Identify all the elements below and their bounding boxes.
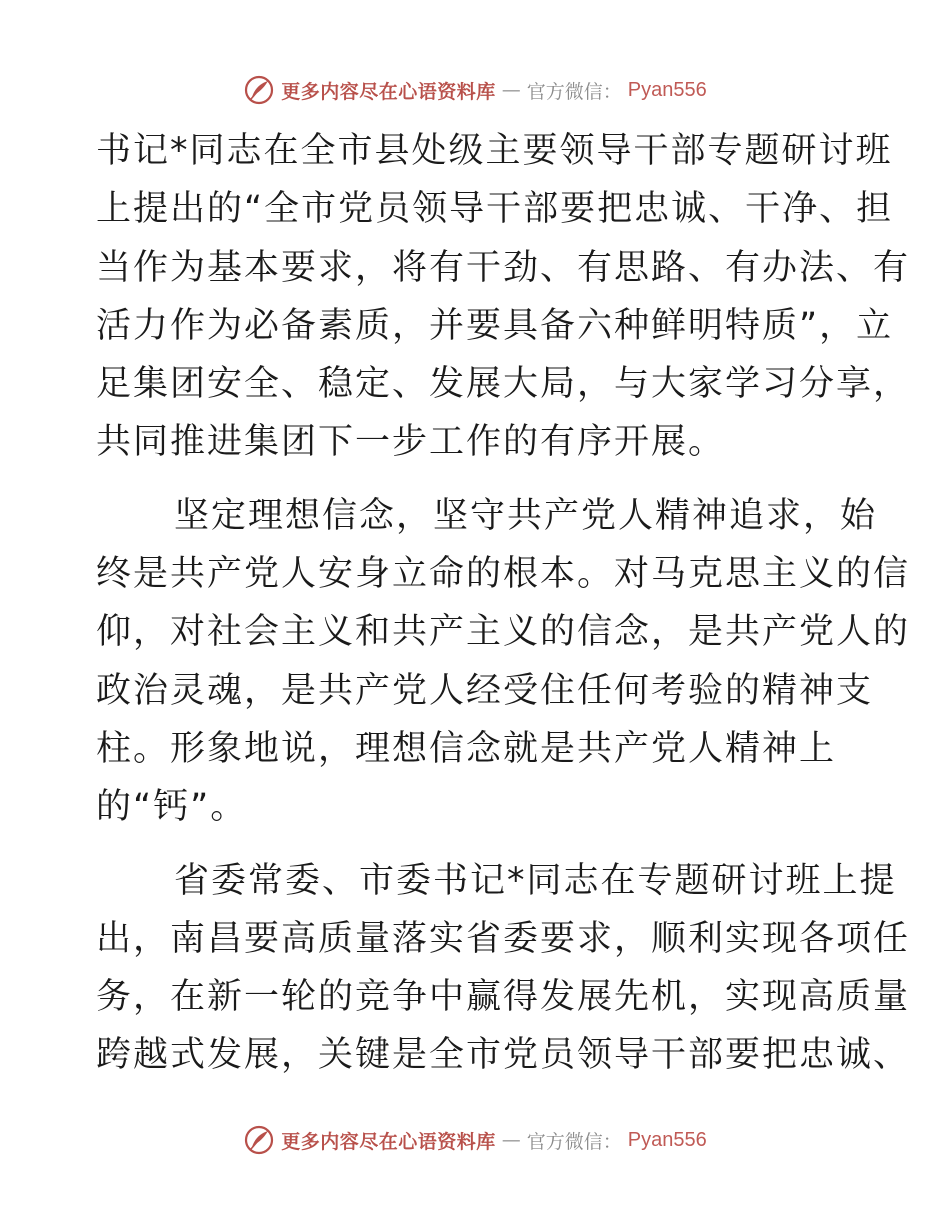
- text-line: 上提出的“全市党员领导干部要把忠诚、干净、担: [96, 189, 894, 230]
- text-line: 政治灵魂，是共产党人经受住任何考验的精神支: [96, 670, 874, 711]
- watermark-text: 更多内容尽在心语资料库: [281, 80, 496, 103]
- watermark-wechat-id: Pyan556: [627, 1128, 707, 1151]
- paragraph: [96, 487, 911, 837]
- document-body: [96, 122, 911, 1085]
- paragraph: [96, 852, 911, 1085]
- text-line: 书记*同志在全市县处级主要领导干部专题研讨班: [96, 131, 893, 171]
- paragraph: [96, 122, 911, 472]
- text-line: 活力作为必备素质，并要具备六种鲜明特质”，立: [96, 305, 894, 346]
- text-line: 柱。形象地说，理想信念就是共产党人精神上: [96, 728, 837, 769]
- watermark-wechat-id: Pyan556: [627, 78, 707, 101]
- watermark-dash: —: [501, 79, 521, 101]
- text-line: 跨越式发展，关键是全市党员领导干部要把忠诚、: [96, 1035, 911, 1076]
- watermark-side-label: 官方微信：: [526, 1130, 622, 1153]
- text-line: 共同推进集团下一步工作的有序开展。: [96, 422, 726, 463]
- text-line: 仰，对社会主义和共产主义的信念，是共产党人的: [96, 612, 911, 653]
- text-line: 省委常委、市委书记*同志在专题研讨班上提: [174, 860, 897, 901]
- text-line: 足集团安全、稳定、发展大局，与大家学习分享，: [96, 364, 911, 405]
- text-line: 的“钙”。: [96, 787, 248, 828]
- text-line: 终是共产党人安身立命的根本。对马克思主义的信: [96, 554, 911, 595]
- feather-logo-icon: [243, 1124, 275, 1156]
- footer-watermark: [0, 1120, 950, 1160]
- watermark-side-label: 官方微信：: [526, 80, 622, 103]
- text-line: 坚定理想信念，坚守共产党人精神追求，始: [174, 495, 878, 536]
- text-line: 务，在新一轮的竞争中赢得发展先机，实现高质量: [96, 977, 911, 1018]
- watermark-text: 更多内容尽在心语资料库: [281, 1130, 496, 1153]
- text-line: 当作为基本要求，将有干劲、有思路、有办法、有: [96, 247, 911, 288]
- text-line: 出，南昌要高质量落实省委要求，顺利实现各项任: [96, 918, 911, 959]
- header-watermark: [0, 70, 950, 110]
- watermark-dash: —: [501, 1129, 521, 1151]
- feather-logo-icon: [243, 74, 275, 106]
